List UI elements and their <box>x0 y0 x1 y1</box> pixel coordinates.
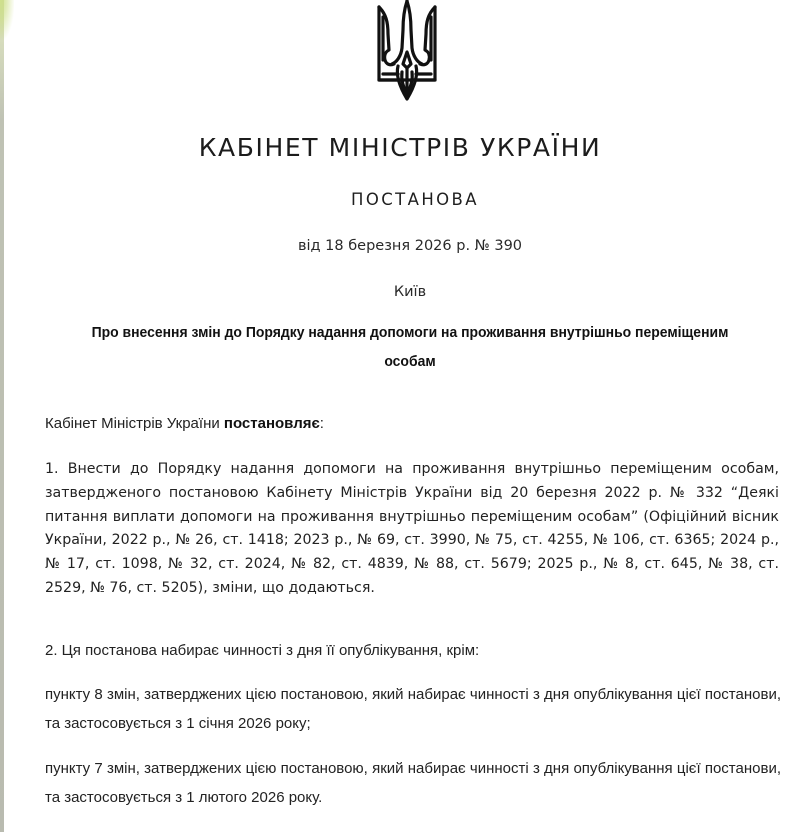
paragraph-2: 2. Ця постанова набирає чинності з дня її опублікування, крім: <box>45 642 480 659</box>
document-type: ПОСТАНОВА <box>351 190 479 209</box>
paragraph-exception-7: пункту 7 змін, затверджених цією постановою, який набирає чинності з дня опублікування цієї постанови, та застосовується з 1 лютого 2026 року. <box>45 760 781 806</box>
resolution-heading: Про внесення змін до Порядку надання допомоги на проживання внутрішньо переміщеним особам <box>91 324 729 370</box>
paragraph-exception-8: пункту 8 змін, затверджених цією постановою, який набирає чинності з дня опублікування цієї постанови, та застосовується з 1 січня 2026 року; <box>45 686 781 732</box>
city: Київ <box>393 284 427 300</box>
issuer-title: КАБІНЕТ МІНІСТРІВ УКРАЇНИ <box>198 133 602 162</box>
preamble <box>45 415 785 432</box>
date-and-number: від 18 березня 2026 р. № 390 <box>297 238 523 254</box>
preamble-suffix: : <box>319 415 324 432</box>
ukraine-trident-icon <box>376 0 438 102</box>
preamble-text: Кабінет Міністрів України <box>45 415 224 432</box>
preamble-bold: постановляє <box>223 415 320 432</box>
paragraph-1: 1. Внести до Порядку надання допомоги на проживання внутрішньо переміщеним особам, затвердженого постановою Кабінету Міністрів України від 20 березня 2022 р. № 332 “Деякі питання виплати допомоги на проживання внутрішньо переміщеним особам” (Офіційний вісник України, 2022 р., № 26, ст. 1418; 2023 р., № 69, ст. 3990, № 75, ст. 4255, № 106, ст. 6365; 2024 р., № 17, ст. 1098, № 32, ст. 2024, № 82, ст. 4839, № 88, ст. 5679; 2025 р., № 8, ст. 645, № 38, ст. 2529, № 76, ст. 5205), зміни, що додаються. <box>45 461 779 596</box>
